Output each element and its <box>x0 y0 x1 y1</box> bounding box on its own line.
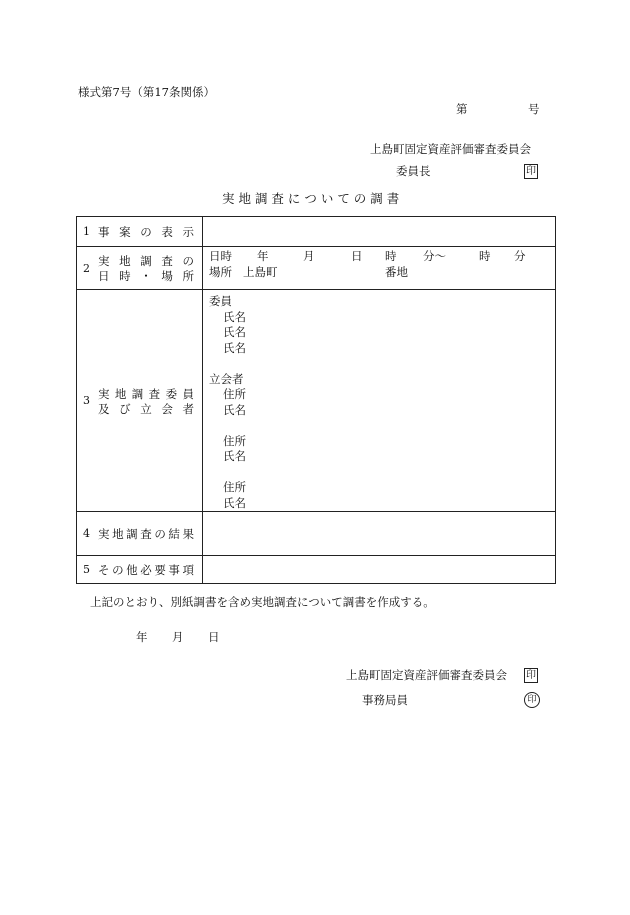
form-number: 様式第7号（第17条関係） <box>78 85 215 99</box>
table-row <box>77 217 556 247</box>
survey-result-cell[interactable] <box>203 512 556 556</box>
label-day: 日 <box>351 249 363 263</box>
label-nichiji: 日時 <box>209 249 232 263</box>
case-display-cell[interactable] <box>203 217 556 247</box>
label-minute-end: 分 <box>514 249 526 263</box>
table-row <box>77 290 556 512</box>
clerk-seal: 印 <box>524 692 540 708</box>
label-banchi: 番地 <box>385 265 408 279</box>
row-number: 4 <box>83 527 90 540</box>
row-number: 5 <box>83 563 90 576</box>
row-label: 及 び 立 会 者 <box>98 401 194 416</box>
label-tachiaisha: 立会者 <box>209 371 244 386</box>
row-label: 実 地 調 査 委 員 <box>98 386 194 401</box>
label-town: 上島町 <box>243 265 278 279</box>
table-row <box>77 512 556 556</box>
label-jusho: 住所 <box>223 480 246 494</box>
row-number: 1 <box>83 225 90 238</box>
document-title: 実 地 調 査 に つ い て の 調 書 <box>222 191 400 206</box>
row-label: そ の 他 必 要 事 項 <box>98 562 194 577</box>
row-number: 2 <box>83 261 90 275</box>
table-row <box>77 556 556 584</box>
doc-number-dai: 第 <box>456 102 468 116</box>
survey-table <box>76 216 556 584</box>
table-row <box>77 247 556 290</box>
committee-seal: 印 <box>526 670 536 681</box>
date-day: 日 <box>208 630 220 644</box>
row-label: 日 時 ・ 場 所 <box>98 269 194 283</box>
label-shimei: 氏名 <box>223 325 246 339</box>
doc-number-go: 号 <box>528 102 540 116</box>
row-number: 3 <box>83 394 90 407</box>
label-minute-from: 分～ <box>423 249 446 263</box>
label-hour-end: 時 <box>479 249 491 263</box>
label-shimei: 氏名 <box>223 495 246 510</box>
label-year: 年 <box>257 249 269 263</box>
statement-text: 上記のとおり、別紙調書を含め実地調査について調書を作成する。 <box>90 595 435 609</box>
label-jusho: 住所 <box>223 433 246 448</box>
date-month: 月 <box>172 630 184 644</box>
label-hour: 時 <box>385 249 397 263</box>
label-iin: 委員 <box>209 294 232 308</box>
members-cell[interactable] <box>203 290 556 512</box>
label-shimei: 氏名 <box>223 340 246 355</box>
signature-clerk: 事務局員 <box>362 693 408 707</box>
label-shimei: 氏名 <box>223 309 246 324</box>
chair-seal: 印 <box>526 166 536 177</box>
label-jusho: 住所 <box>223 387 246 401</box>
schedule-cell[interactable] <box>203 247 556 290</box>
label-shimei: 氏名 <box>223 402 246 417</box>
label-shimei: 氏名 <box>223 449 246 463</box>
other-matters-cell[interactable] <box>203 556 556 584</box>
row-label: 実 地 調 査 の <box>98 254 194 268</box>
signature-committee: 上島町固定資産評価審査委員会 <box>346 668 507 682</box>
label-month: 月 <box>303 249 315 263</box>
row-label: 事 案 の 表 示 <box>98 224 194 239</box>
row-label: 実 地 調 査 の 結 果 <box>98 526 194 541</box>
issuer-chair: 委員長 <box>396 164 431 178</box>
label-basho: 場所 <box>209 265 232 279</box>
issuer-committee: 上島町固定資産評価審査委員会 <box>370 142 531 156</box>
date-year: 年 <box>136 630 148 644</box>
